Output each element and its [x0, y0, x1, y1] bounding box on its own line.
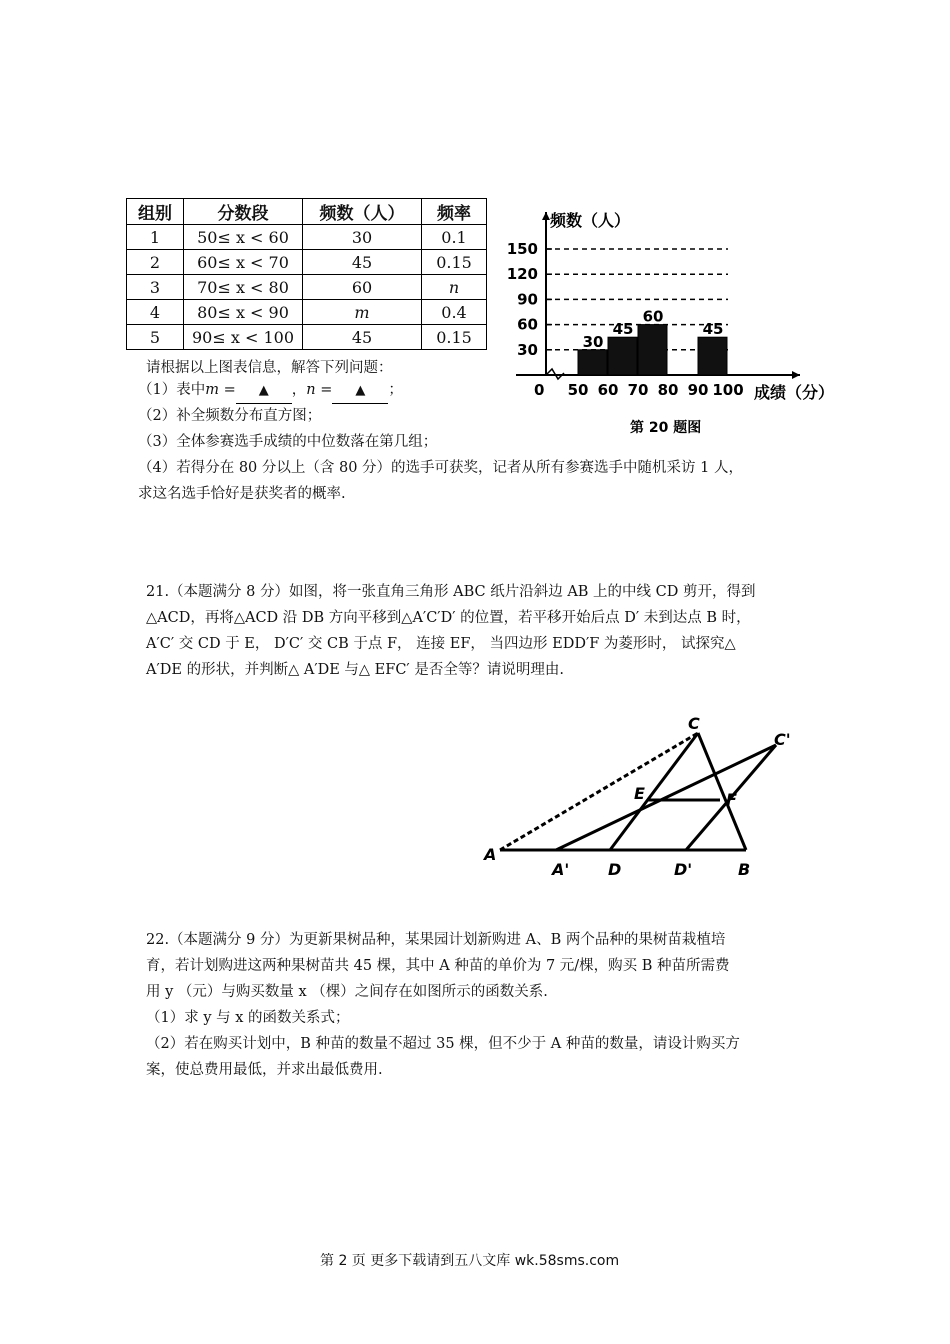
histogram-bar — [698, 337, 727, 375]
label-d: D — [608, 860, 622, 879]
y-tick-label: 150 — [506, 240, 538, 258]
y-axis-label: 频数（人） — [550, 211, 631, 230]
n-label: n = — [306, 382, 333, 398]
cell-count: 45 — [303, 250, 422, 275]
column-header: 频率 — [422, 199, 487, 225]
x-axis-arrow — [792, 371, 800, 379]
triangle-figure — [470, 715, 810, 885]
m-blank: ▲ — [236, 378, 292, 404]
table-header-row — [127, 199, 487, 225]
label-b: B — [738, 860, 751, 879]
label-a-prime: A' — [552, 860, 570, 879]
cell-freq: 0.1 — [422, 225, 487, 250]
bar-value-label: 30 — [582, 332, 604, 351]
q21-line4: A′DE 的形状，并判断△ A′DE 与△ EFC′ 是否全等？请说明理由. — [146, 662, 564, 678]
histogram-bar — [608, 337, 637, 375]
table-row — [127, 275, 487, 300]
x-tick-label: 50 — [567, 381, 589, 399]
q22-line5: （2）若在购买计划中，B 种苗的数量不超过 35 棵，但不少于 A 种苗的数量，请设计购买方 — [146, 1036, 740, 1052]
q20-part2: （2）补全频数分布直方图； — [138, 408, 322, 424]
x-tick-label: 100 — [712, 381, 744, 399]
q22-line4: （1）求 y 与 x 的函数关系式； — [146, 1010, 350, 1026]
line-cd — [610, 733, 698, 850]
cell-group: 4 — [127, 300, 184, 325]
label-a: A — [484, 845, 497, 864]
x-tick-label: 0 — [534, 381, 545, 399]
q22-line2: 育，若计划购进这两种果树苗共 45 棵，其中 A 种苗的单价为 7 元/棵，购买 B 种苗所需费 — [146, 958, 730, 974]
y-tick-label: 30 — [517, 340, 538, 359]
cell-count: 30 — [303, 225, 422, 250]
cell-range: 60≤ x < 70 — [184, 250, 303, 275]
cell-freq: 0.15 — [422, 250, 487, 275]
q22-line1: 22.（本题满分 9 分）为更新果树品种，某果园计划新购进 A、B 两个品种的果树苗栽植培 — [146, 932, 726, 948]
cell-range: 80≤ x < 90 — [184, 300, 303, 325]
q21-line1: 21.（本题满分 8 分）如图，将一张直角三角形 ABC 纸片沿斜边 AB 上的中线 CD 剪开，得到 — [146, 584, 756, 600]
q22-line3: 用 y （元）与购买数量 x （棵）之间存在如图所示的函数关系. — [146, 984, 548, 1000]
cell-range: 90≤ x < 100 — [184, 325, 303, 350]
q20-part1-prefix: （1）表中 — [138, 382, 206, 398]
bar-value-label: 45 — [702, 320, 724, 339]
line-a1c1 — [556, 745, 776, 850]
label-e: E — [634, 784, 645, 803]
y-tick-label: 120 — [506, 265, 538, 284]
q20-part4-line2: 求这名选手恰好是获奖者的概率. — [138, 486, 346, 502]
cell-count: 60 — [303, 275, 422, 300]
cell-group: 3 — [127, 275, 184, 300]
n-blank: ▲ — [332, 378, 388, 404]
q20-part4-line1: （4）若得分在 80 分以上（含 80 分）的选手可获奖，记者从所有参赛选手中随机采访 1 人， — [138, 460, 744, 476]
table-row — [127, 250, 487, 275]
x-tick-label: 60 — [597, 381, 619, 399]
x-tick-label: 80 — [657, 381, 679, 399]
q20-part1: （1）表中m = ▲ ，n = ▲ ； — [138, 378, 403, 404]
cell-group: 5 — [127, 325, 184, 350]
line-cb — [698, 733, 746, 850]
cell-range: 70≤ x < 80 — [184, 275, 303, 300]
q21-line3: A′C′ 交 CD 于 E， D′C′ 交 CB 于点 F， 连接 EF， 当四边形 EDD′F 为菱形时， 试探究△ — [146, 636, 736, 652]
column-header: 频数（人） — [303, 199, 422, 225]
histogram-bar — [578, 350, 607, 375]
chart-title: 第 20 题图 — [630, 420, 702, 436]
table-row — [127, 225, 487, 250]
y-axis-arrow — [542, 212, 550, 220]
cell-freq: n — [422, 275, 487, 300]
label-d-prime: D' — [674, 860, 693, 879]
table-row — [127, 300, 487, 325]
cell-count: m — [303, 300, 422, 325]
cell-count: 45 — [303, 325, 422, 350]
m-label: m = — [205, 382, 236, 398]
q21-line2: △ACD，再将△ACD 沿 DB 方向平移到△A′C′D′ 的位置，若平移开始后点 D′ 未到达点 B 时， — [146, 610, 751, 626]
label-c: C — [688, 715, 700, 733]
frequency-histogram — [500, 200, 860, 440]
column-header: 分数段 — [184, 199, 303, 225]
line-ac — [500, 733, 698, 850]
y-tick-label: 90 — [517, 290, 538, 309]
cell-group: 2 — [127, 250, 184, 275]
x-axis-label: 成绩（分） — [754, 383, 835, 402]
table-row — [127, 325, 487, 350]
histogram-bar — [638, 325, 667, 375]
page-footer: 第 2 页 更多下载请到五八文库 wk.58sms.com — [320, 1253, 620, 1269]
bar-value-label: 45 — [612, 320, 634, 339]
y-tick-label: 60 — [517, 315, 538, 334]
cell-freq: 0.4 — [422, 300, 487, 325]
q22-line6: 案，使总费用最低，并求出最低费用. — [146, 1062, 383, 1078]
label-f: F — [726, 790, 737, 809]
q20-intro: 请根据以上图表信息，解答下列问题： — [146, 360, 393, 376]
cell-group: 1 — [127, 225, 184, 250]
x-tick-label: 70 — [627, 381, 649, 399]
label-c-prime: C' — [774, 730, 791, 749]
q20-part3: （3）全体参赛选手成绩的中位数落在第几组； — [138, 434, 438, 450]
cell-range: 50≤ x < 60 — [184, 225, 303, 250]
bar-value-label: 60 — [642, 307, 664, 326]
cell-freq: 0.15 — [422, 325, 487, 350]
column-header: 组别 — [127, 199, 184, 225]
x-tick-label: 90 — [687, 381, 709, 399]
frequency-table — [126, 198, 487, 350]
